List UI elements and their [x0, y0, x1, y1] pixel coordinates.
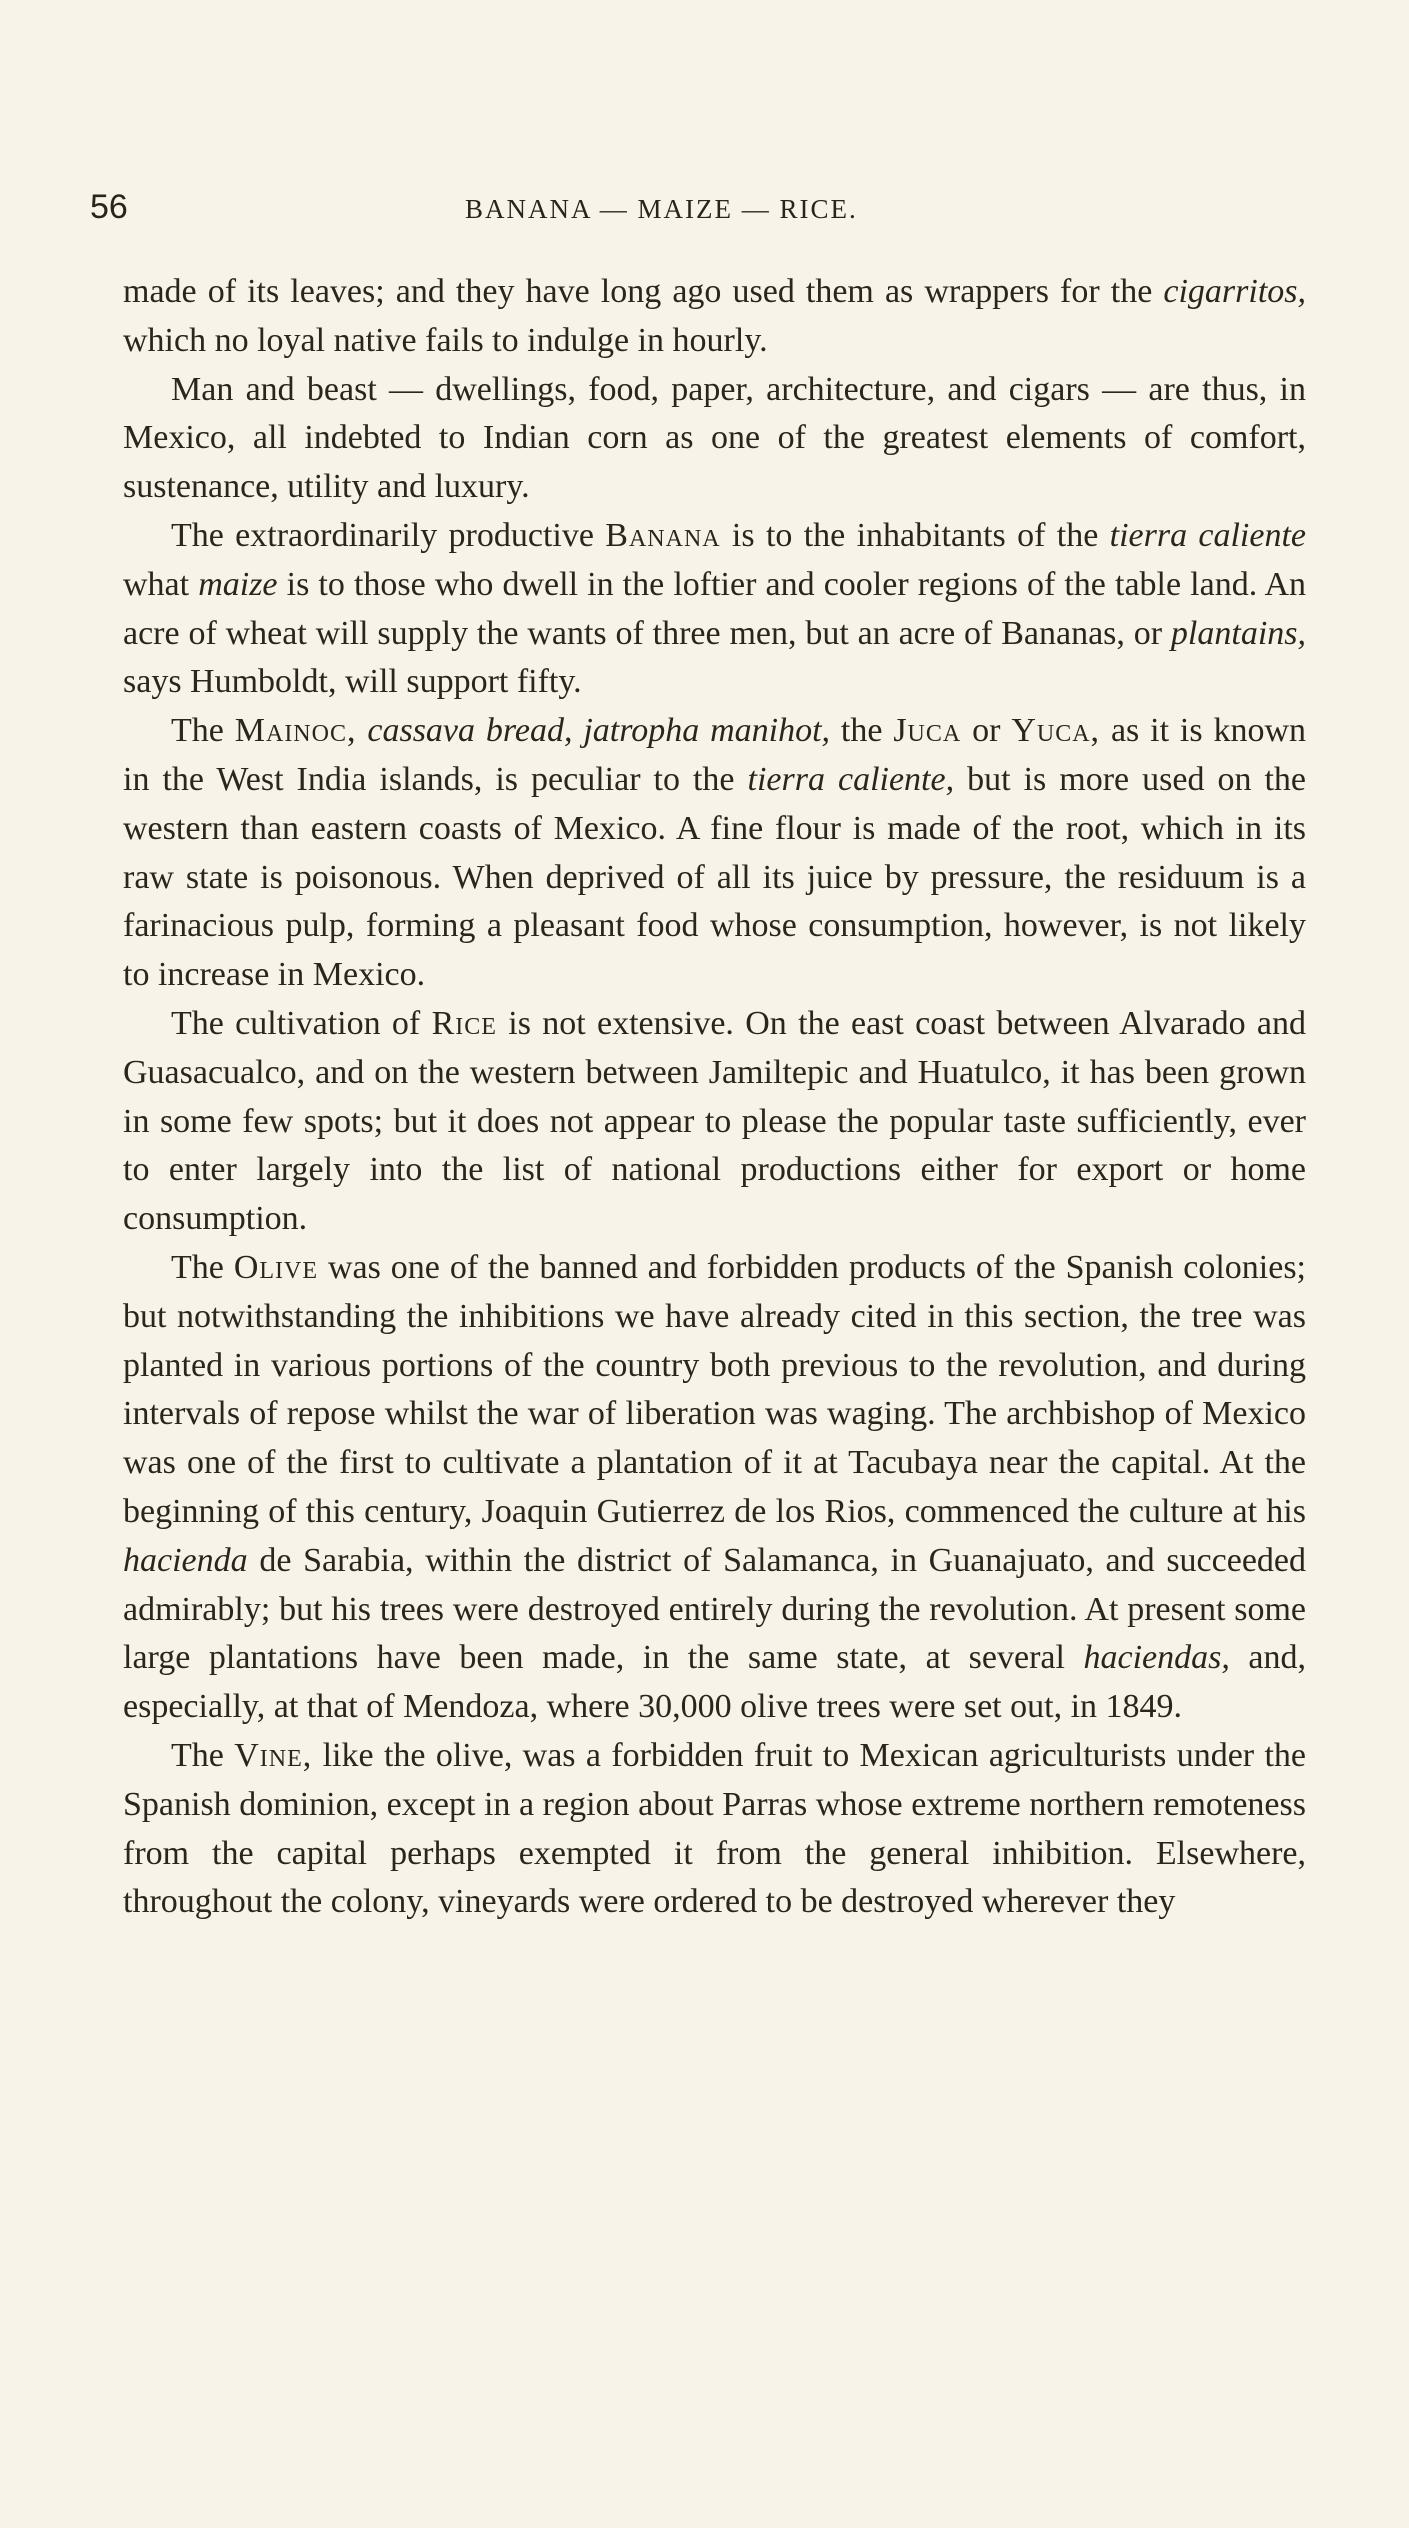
paragraph-1	[123, 268, 1306, 366]
text-run: or	[961, 712, 1012, 750]
text-run: is not extensive. On the east coast between Alvarado and Guasacualco, and on the western between Jamiltepic and Huatulco, it has been grown in some few spots; but it does not appear to please the popular taste sufficiently, ever to enter largely into the list of national productions either for export or home consumption.	[123, 1004, 1306, 1238]
text-run: The extraordinarily productive	[171, 516, 606, 554]
paragraph-5	[123, 1000, 1306, 1244]
text-run: is to the inhabitants of the	[720, 516, 1110, 554]
text-run: the	[830, 712, 894, 750]
text-run: made of its leaves; and they have long ago used them as wrappers for the	[123, 273, 1164, 310]
small-caps-run: Rice	[431, 1004, 497, 1042]
paragraph-6	[123, 1244, 1306, 1732]
text-run: which no loyal native fails to indulge in hourly.	[123, 321, 768, 359]
italic-run: tierra caliente	[1109, 516, 1307, 554]
paragraph-3	[123, 512, 1306, 707]
page-number: 56	[90, 188, 128, 226]
small-caps-run: Banana	[605, 516, 721, 554]
paragraph-4	[123, 707, 1306, 1000]
text-run	[356, 712, 367, 749]
italic-run: cigarritos,	[1163, 273, 1306, 310]
text-run: as it is known in the West India islands, is peculiar to the	[123, 712, 1307, 798]
italic-run: cassava bread, jatropha manihot,	[367, 712, 831, 750]
small-caps-run: Yuca,	[1011, 712, 1101, 750]
italic-run: plantains,	[1170, 614, 1306, 652]
italic-run: haciendas,	[1083, 1639, 1230, 1677]
small-caps-run: Juca	[893, 712, 962, 750]
italic-run: hacienda	[123, 1541, 248, 1579]
page-header	[90, 188, 1350, 238]
text-run: like the olive, was a forbidden fruit to Mexican agriculturists under the Spanish dominion, except in a region about Parras whose extreme northern remoteness from the capital perhaps exempted it from the general inhibition. Elsewhere, throughout the colony, vineyards were ordered to be destroyed wherever they	[123, 1736, 1307, 1921]
text-run: The cultivation of	[171, 1004, 432, 1042]
text-run: and, especially, at that of Mendoza, where 30,000 olive trees were set out, in 1849.	[123, 1639, 1306, 1726]
italic-run: maize	[198, 565, 278, 603]
text-run: The	[171, 1736, 235, 1774]
text-run: what	[123, 565, 199, 603]
text-run: Man and beast — dwellings, food, paper, architecture, and cigars — are thus, in Mexico, all indebted to Indian corn as one of the greatest elements of comfort, sustenance, utility and luxury.	[123, 370, 1306, 506]
body-text	[123, 268, 1306, 1927]
italic-run: tierra caliente,	[747, 760, 955, 798]
small-caps-run: Olive	[233, 1248, 319, 1286]
paragraph-2	[123, 366, 1306, 512]
text-run: but is more used on the western than eastern coasts of Mexico. A fine flour is made of the root, which in its raw state is poisonous. When deprived of all its juice by pressure, the residuum is a farinacious pulp, forming a pleasant food whose consumption, however, is not likely to increase in Mexico.	[123, 760, 1306, 994]
small-caps-run: Vine,	[234, 1736, 313, 1774]
running-head: BANANA — MAIZE — RICE.	[465, 194, 858, 224]
text-run: The	[171, 1248, 234, 1286]
paragraph-7	[123, 1732, 1306, 1927]
text-run: says Humboldt, will support fifty.	[123, 663, 582, 701]
text-run: The	[171, 712, 235, 750]
small-caps-run: Mainoc,	[234, 712, 357, 750]
text-run: is to those who dwell in the loftier and cooler regions of the table land. An acre of wheat will supply the wants of three men, but an acre of Bananas, or	[123, 565, 1306, 652]
text-run: was one of the banned and forbidden products of the Spanish colonies; but notwithstanding the inhibitions we have already cited in this section, the tree was planted in various portions of the country both previous to the revolution, and during intervals of repose whilst the war of liberation was waging. The archbishop of Mexico was one of the first to cultivate a plantation of it at Tacubaya near the capital. At the beginning of this century, Joaquin Gutierrez de los Rios, commenced the culture at his	[123, 1248, 1306, 1530]
text-run: de Sarabia, within the district of Salamanca, in Guanajuato, and succeeded admirably; but his trees were destroyed entirely during the revolution. At present some large plantations have been made, in the same state, at several	[123, 1541, 1306, 1677]
